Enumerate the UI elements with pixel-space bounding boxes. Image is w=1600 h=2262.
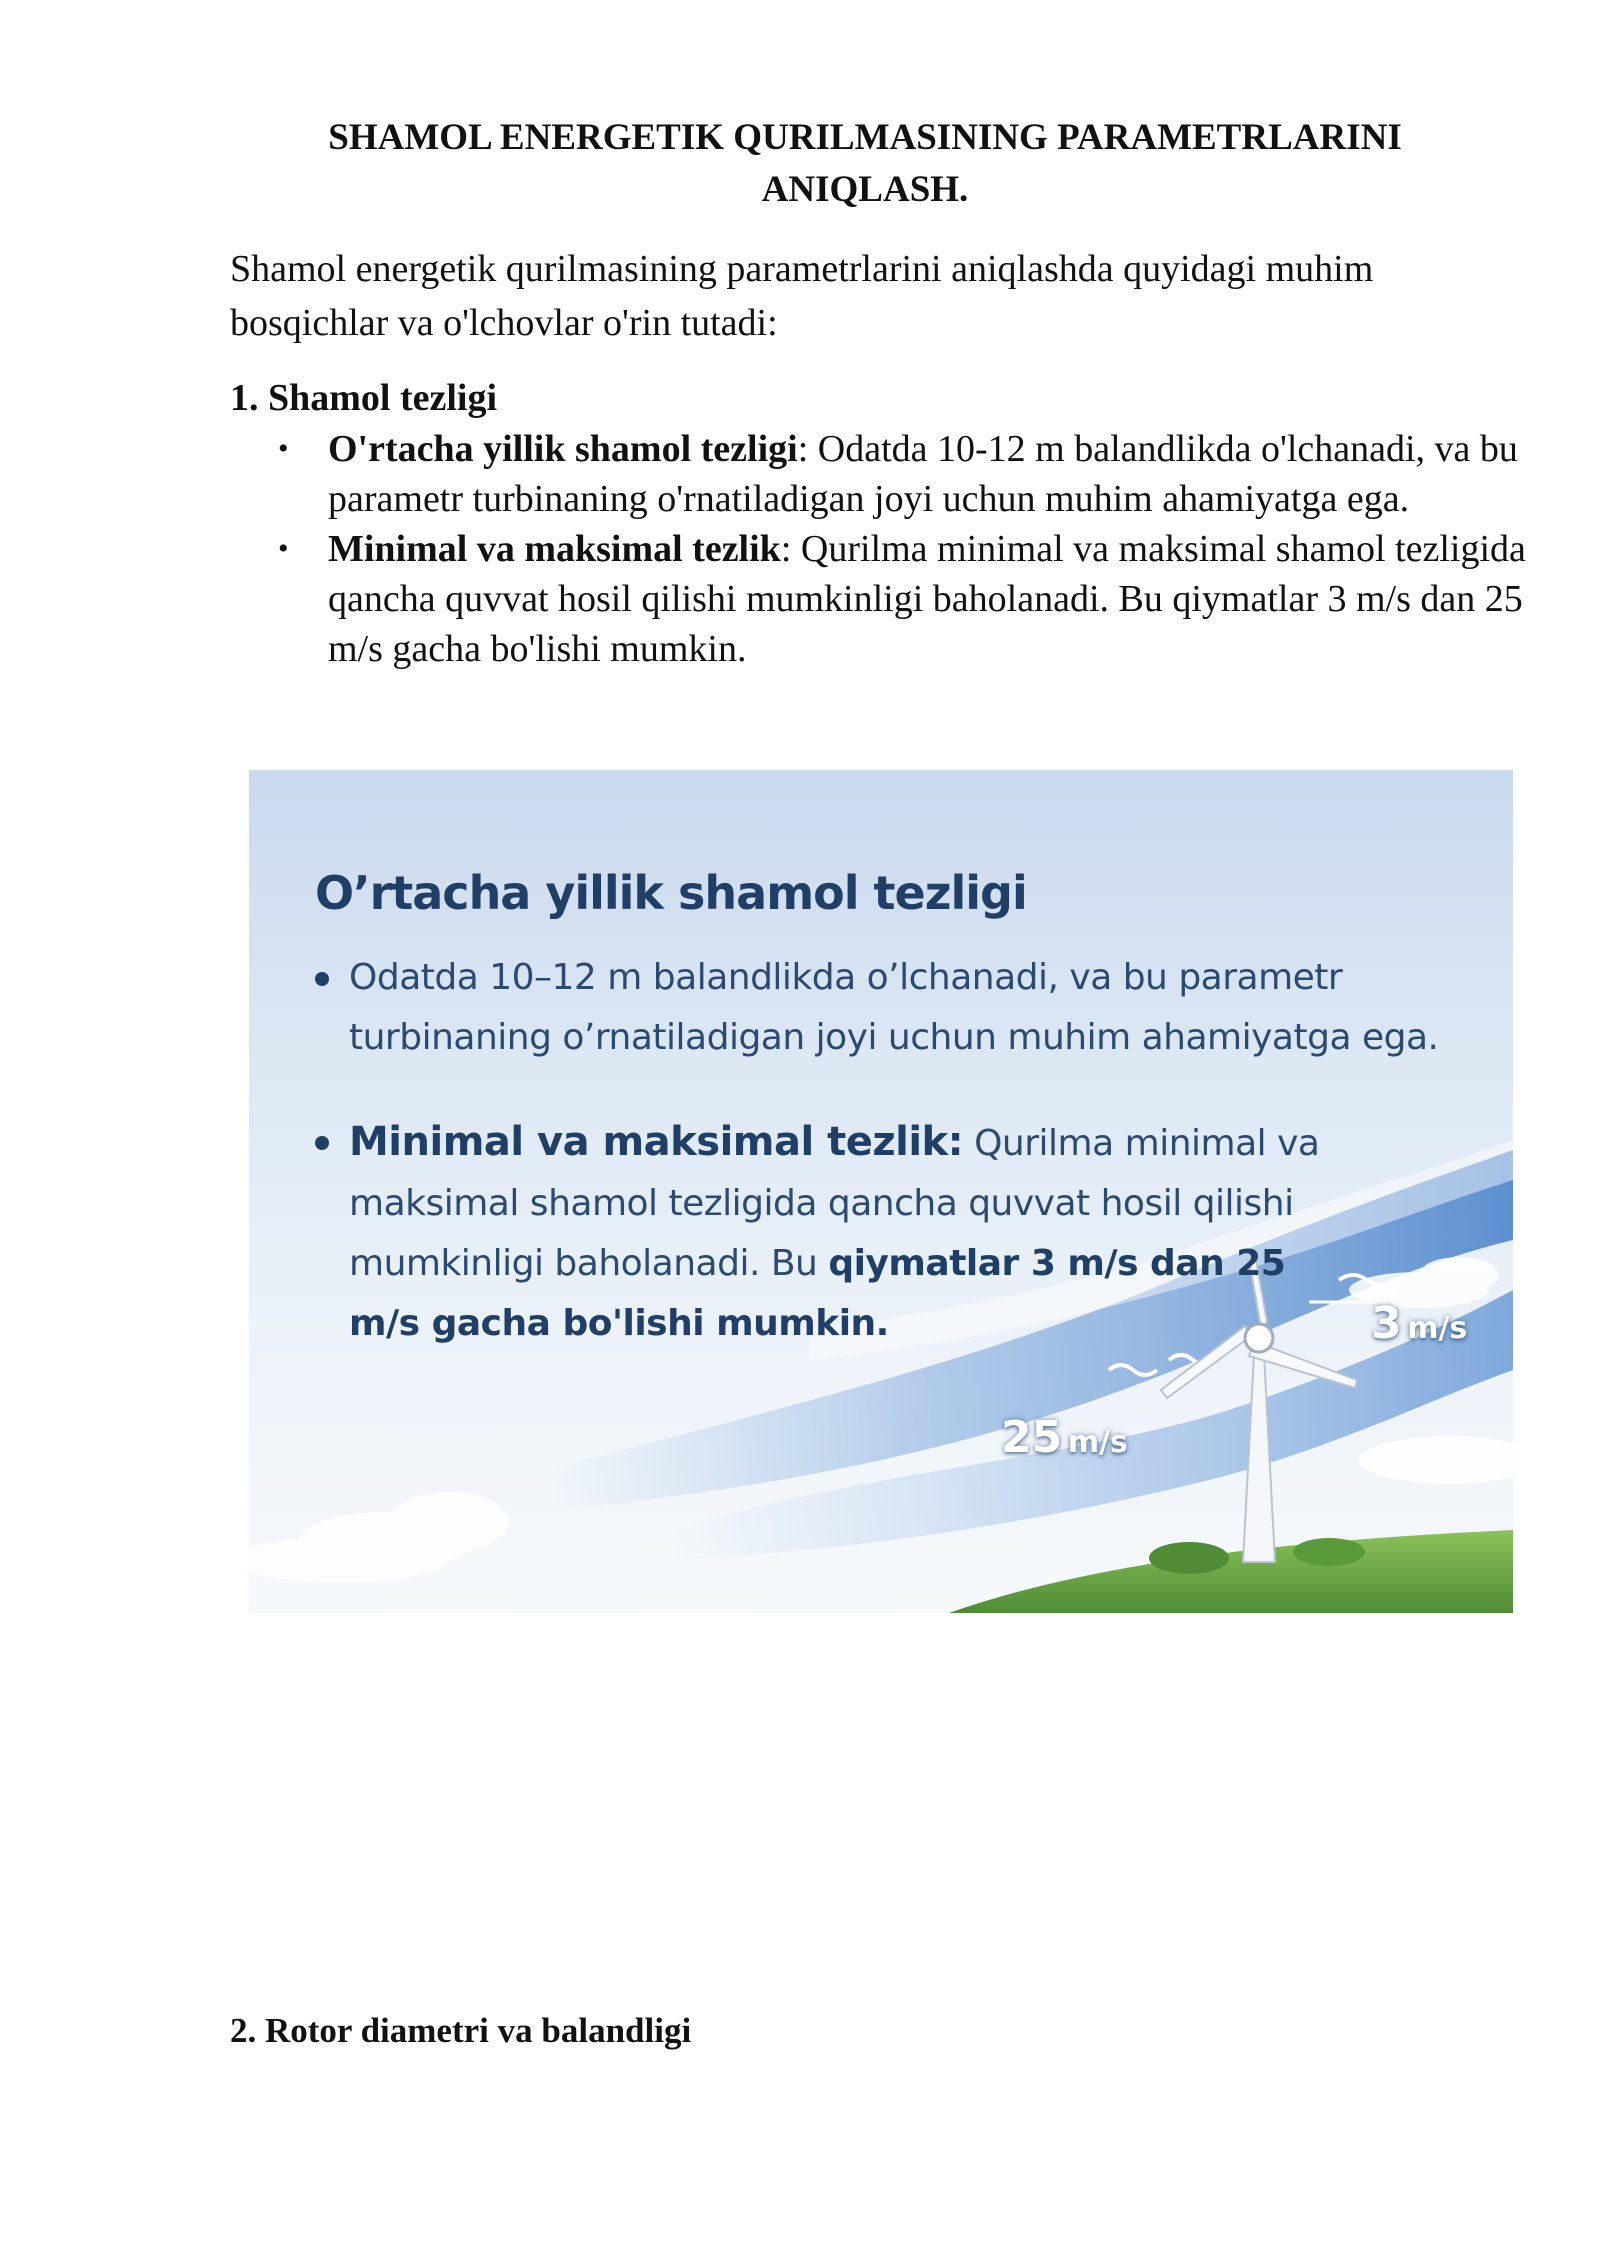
bullet-marker: •: [278, 532, 289, 565]
list-item: [315, 948, 1455, 1068]
speed-value: 25: [1001, 1412, 1063, 1463]
hill-icon: [949, 1530, 1513, 1613]
speed-unit: m/s: [1407, 1311, 1468, 1346]
bullet-text: : Qurilma minimal va maksimal shamol tezligida qancha quvvat hosil qilishi mumkinligi baholanadi. Bu qiymatlar 3 m/s dan 25 m/s gacha bo'lishi mumkin.: [328, 528, 1526, 670]
list-item: [315, 1112, 1329, 1354]
speed-label-high: [1001, 1412, 1128, 1463]
wind-speed-illustration: [249, 770, 1513, 1613]
speed-label-low: [1371, 1298, 1467, 1349]
illustration-bullet-text: Odatda 10–12 m balandlikda o’lchanadi, va bu parametr turbinaning o’rnatiladigan joyi uchun muhim ahamiyatga ega.: [349, 957, 1439, 1058]
illustration-bullet-text: Qurilma minimal va maksimal shamol tezligida qancha quvvat hosil qilishi mumkinligi baholanadi. Bu: [349, 1123, 1320, 1284]
bullet-marker: [315, 1136, 329, 1150]
bullet-marker: [315, 972, 329, 986]
section-heading-wind-speed: 1. Shamol tezligi: [230, 377, 498, 419]
document-title: SHAMOL ENERGETIK QURILMASINING PARAMETRLARINI ANIQLASH.: [328, 117, 1402, 210]
list-item: [230, 524, 1530, 674]
bullet-marker: •: [278, 432, 289, 465]
speed-value: 3: [1371, 1298, 1402, 1349]
illustration-bullet-list: [315, 948, 1455, 1354]
section-heading-rotor: 2. Rotor diametri va balandligi: [230, 2011, 692, 2050]
illustration-bullet-term: Minimal va maksimal tezlik:: [349, 1119, 964, 1165]
speed-unit: m/s: [1067, 1425, 1128, 1460]
illustration-title: O’rtacha yillik shamol tezligi: [315, 866, 1027, 920]
illustration-bullet-emphasis: qiymatlar 3 m/s dan 25 m/s gacha bo'lishi mumkin.: [349, 1243, 1286, 1344]
bullet-term: Minimal va maksimal tezlik: [328, 528, 781, 570]
intro-paragraph: Shamol energetik qurilmasining parametrlarini aniqlashda quyidagi muhim bosqichlar va o'lchovlar o'rin tutadi:: [230, 248, 1374, 344]
list-item: [230, 424, 1530, 524]
bullet-term: O'rtacha yillik shamol tezligi: [328, 428, 798, 470]
bullet-text: : Odatda 10-12 m balandlikda o'lchanadi, va bu parametr turbinaning o'rnatiladigan joyi uchun muhim ahamiyatga ega.: [328, 428, 1518, 520]
wind-speed-bullet-list: [230, 424, 1530, 674]
